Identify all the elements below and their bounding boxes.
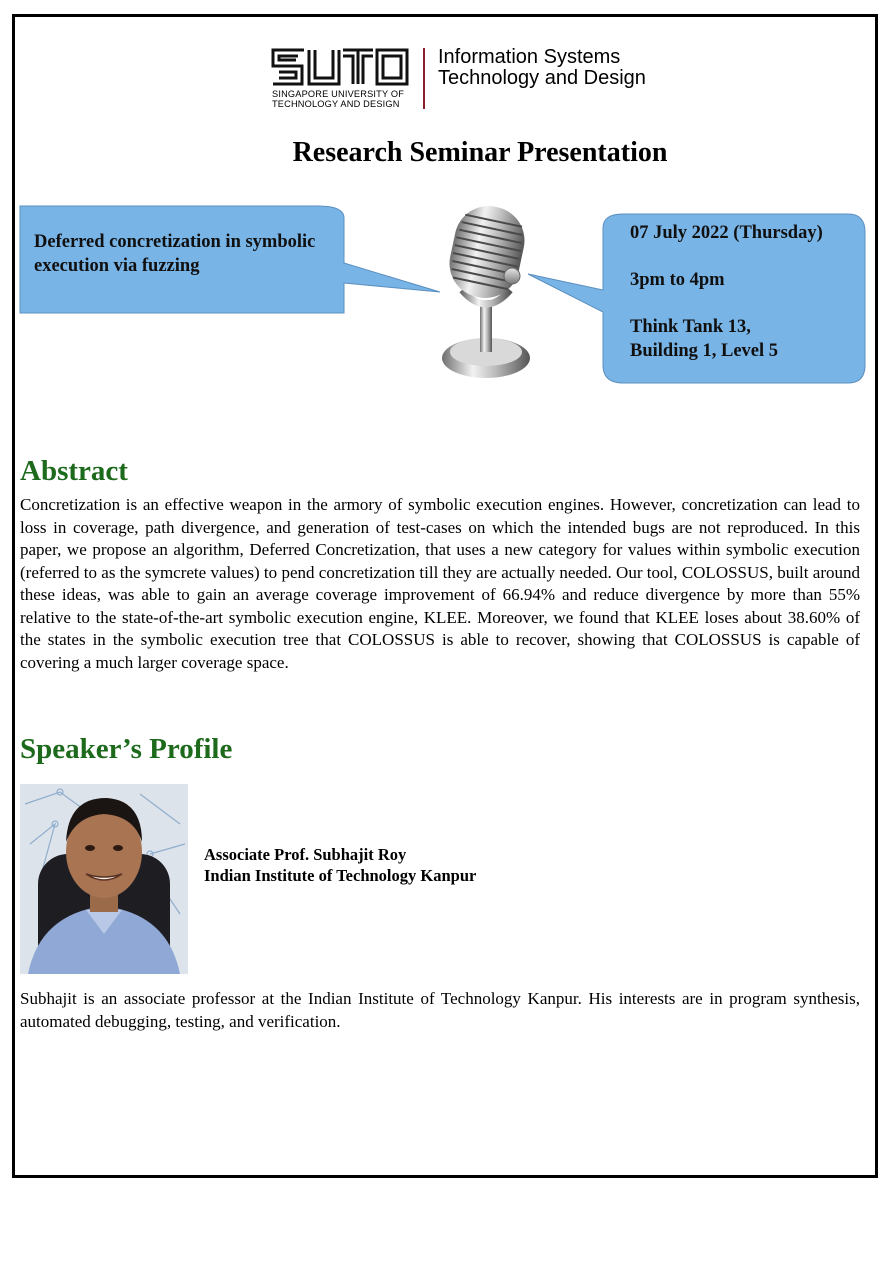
- seminar-title: Research Seminar Presentation: [292, 137, 668, 168]
- pillar-line-2: Technology and Design: [438, 67, 646, 89]
- event-date: 07 July 2022 (Thursday): [630, 223, 823, 243]
- speaker-name: Associate Prof. Subhajit Roy: [204, 845, 407, 864]
- pillar-name: [438, 47, 698, 89]
- pillar-line-1: Information Systems: [438, 46, 621, 68]
- university-name: SINGAPORE UNIVERSITY OF TECHNOLOGY AND DESIGN: [272, 89, 405, 109]
- logo-divider: [423, 48, 425, 109]
- abstract-heading: Abstract: [20, 455, 128, 487]
- profile-heading: Speaker’s Profile: [20, 733, 233, 765]
- event-venue: [630, 315, 860, 363]
- microphone-icon: [442, 200, 531, 378]
- venue-line-2: Building 1, Level 5: [630, 341, 779, 361]
- venue-line-1: Think Tank 13,: [630, 317, 751, 337]
- sutd-logo: [271, 48, 411, 88]
- speaker-photo: [20, 784, 188, 974]
- speaker-bio: Subhajit is an associate professor at the Indian Institute of Technology Kanpur. His interests are in program synthesis, automated debugging, testing, and verification.: [20, 989, 860, 1031]
- talk-title: Deferred concretization in symbolic execution via fuzzing: [34, 232, 316, 276]
- event-time: 3pm to 4pm: [630, 270, 725, 290]
- speaker-institution: Indian Institute of Technology Kanpur: [204, 866, 477, 885]
- abstract-body: Concretization is an effective weapon in the armory of symbolic execution engines. However, concretization can lead to loss in coverage, path divergence, and generation of test-cases on which the intended bugs are not reproduced. In this paper, we propose an algorithm, Deferred Concretization, that uses a new category for values within symbolic execution (referred to as the symcrete values) to pend concretization till they are actually needed. Our tool, COLOSSUS, built around these ideas, was able to gain an average coverage improvement of 66.94% and reduce divergence by more than 55% relative to the state-of-the-art symbolic execution engine, KLEE. Moreover, we found that KLEE loses about 38.60% of the states in the symbolic execution tree that COLOSSUS is able to recover, showing that COLOSSUS is capable of covering a much larger coverage space.: [20, 495, 860, 672]
